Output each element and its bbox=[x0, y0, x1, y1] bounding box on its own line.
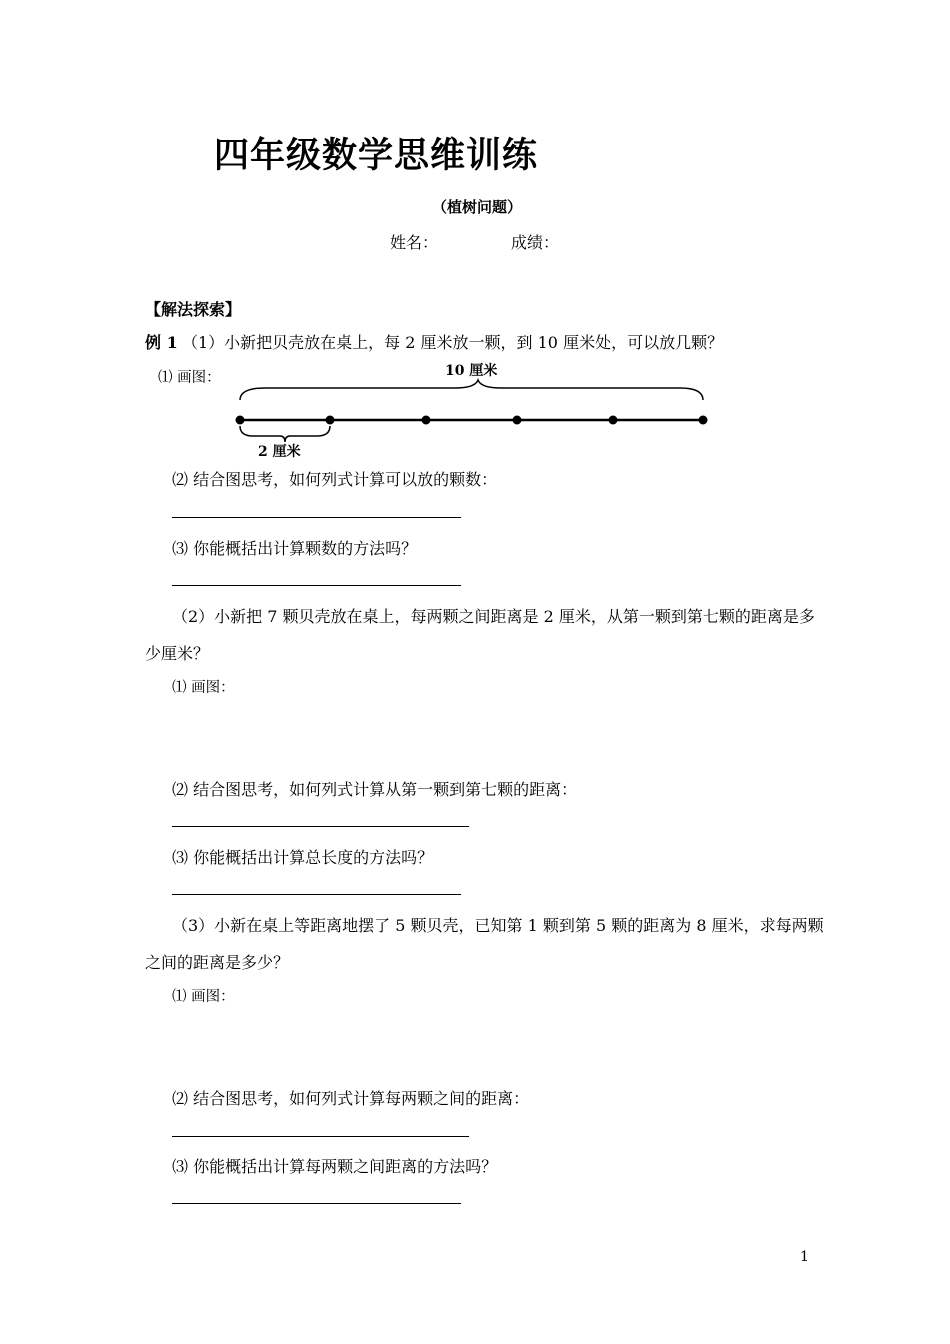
shell-point bbox=[609, 416, 618, 425]
shell-point bbox=[326, 416, 335, 425]
q1-think: ⑵ 结合图思考，如何列式计算可以放的颗数： bbox=[172, 470, 498, 489]
answer-line[interactable] bbox=[172, 1136, 469, 1137]
example-label: 例 1 bbox=[145, 333, 178, 352]
segment-diagram bbox=[225, 358, 725, 463]
q1-draw-label: ⑴ 画图： bbox=[158, 370, 221, 386]
segment-length-label: 2 厘米 bbox=[258, 444, 301, 460]
shell-point bbox=[236, 416, 245, 425]
q3-think: ⑵ 结合图思考，如何列式计算每两颗之间的距离： bbox=[172, 1089, 530, 1108]
q1-generalize: ⑶ 你能概括出计算颗数的方法吗？ bbox=[172, 539, 418, 558]
question-2-line2: 少厘米？ bbox=[145, 644, 210, 663]
question-3-line2: 之间的距离是多少？ bbox=[145, 953, 290, 972]
page-number: 1 bbox=[800, 1249, 809, 1265]
total-length-label: 10 厘米 bbox=[445, 363, 498, 379]
answer-line[interactable] bbox=[172, 894, 461, 895]
q2-generalize: ⑶ 你能概括出计算总长度的方法吗？ bbox=[172, 848, 434, 867]
q3-generalize: ⑶ 你能概括出计算每两颗之间距离的方法吗？ bbox=[172, 1157, 498, 1176]
q2-draw-label: ⑴ 画图： bbox=[172, 680, 235, 696]
segment-brace bbox=[240, 426, 330, 442]
answer-line[interactable] bbox=[172, 517, 461, 518]
page-subtitle: （植树问题） bbox=[432, 198, 523, 216]
answer-line[interactable] bbox=[172, 585, 461, 586]
answer-line[interactable] bbox=[172, 826, 469, 827]
q3-draw-label: ⑴ 画图： bbox=[172, 989, 235, 1005]
total-brace bbox=[240, 380, 703, 400]
score-label: 成绩： bbox=[511, 233, 560, 252]
question-2-line1: （2）小新把 7 颗贝壳放在桌上，每两颗之间距离是 2 厘米，从第一颗到第七颗的距离是多 bbox=[172, 607, 815, 626]
shell-point bbox=[513, 416, 522, 425]
name-label: 姓名： bbox=[390, 233, 439, 252]
shell-point bbox=[699, 416, 708, 425]
shell-point bbox=[422, 416, 431, 425]
section-heading: 【解法探索】 bbox=[145, 300, 242, 319]
question-1: （1）小新把贝壳放在桌上，每 2 厘米放一颗，到 10 厘米处，可以放几颗？ bbox=[182, 333, 724, 352]
page-title: 四年级数学思维训练 bbox=[214, 136, 539, 176]
answer-line[interactable] bbox=[172, 1203, 461, 1204]
question-3-line1: （3）小新在桌上等距离地摆了 5 颗贝壳，已知第 1 颗到第 5 颗的距离为 8 厘米，求每两颗 bbox=[172, 916, 824, 935]
q2-think: ⑵ 结合图思考，如何列式计算从第一颗到第七颗的距离： bbox=[172, 780, 578, 799]
